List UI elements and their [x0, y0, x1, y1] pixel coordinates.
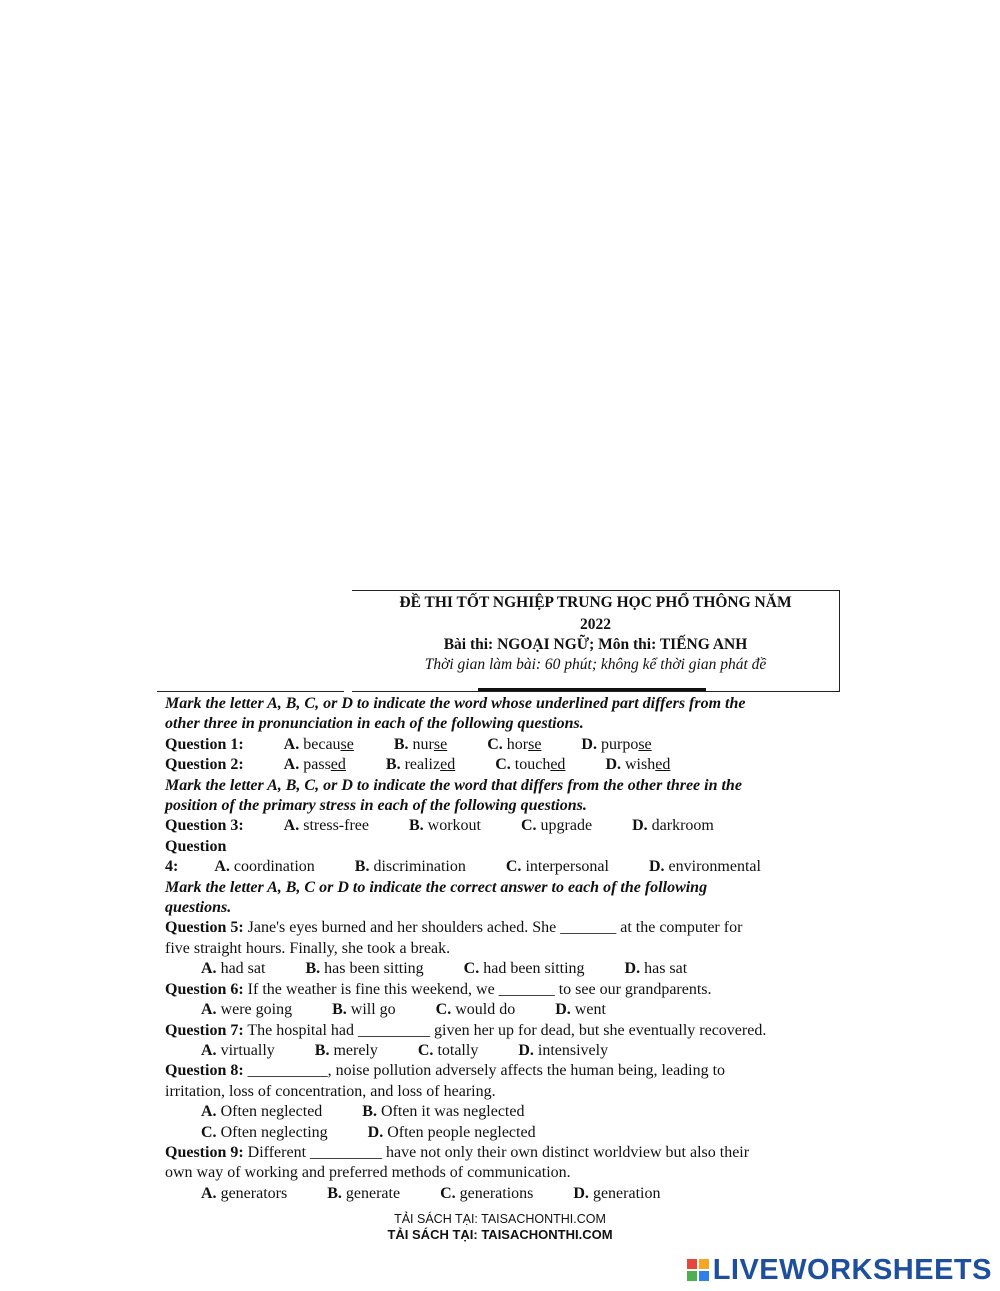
logo-text: LIVEWORKSHEETS	[712, 1253, 992, 1286]
option-c[interactable]: C. horse	[487, 735, 542, 753]
question-label: Question 2:	[165, 756, 244, 774]
option-b[interactable]: B. discrimination	[354, 858, 466, 876]
option-a[interactable]: A. had sat	[201, 960, 266, 978]
exam-header	[352, 590, 840, 692]
option-d[interactable]: D. darkroom	[632, 817, 714, 835]
exam-time: Thời gian làm bài: 60 phút; không kể thời gian phát đề	[424, 656, 767, 673]
option-c[interactable]: C. Often neglecting	[201, 1123, 328, 1141]
option-b[interactable]: B. workout	[408, 817, 481, 835]
option-a[interactable]: A. virtually	[201, 1041, 275, 1059]
option-b[interactable]: B. will go	[332, 1001, 396, 1019]
footer-source-line-bold: TẢI SÁCH TẠI: TAISACHONTHI.COM	[387, 1227, 613, 1242]
option-b[interactable]: B. nurse	[393, 735, 448, 753]
question-label: Question 1:	[165, 735, 244, 753]
question-9-stem: Question 9: Different _________ have not only their own distinct worldview but also their	[165, 1143, 750, 1161]
question-6-stem: Question 6: If the weather is fine this weekend, we _______ to see our grandparents.	[165, 980, 712, 998]
option-a[interactable]: A. stress-free	[283, 817, 369, 835]
instruction-stress-2: position of the primary stress in each of the following questions.	[165, 797, 587, 815]
question-label: Question 3:	[165, 817, 244, 835]
footer-source-line: TẢI SÁCH TẠI: TAISACHONTHI.COM	[394, 1212, 606, 1226]
option-c[interactable]: C. upgrade	[520, 817, 593, 835]
question-label: Question 9:	[165, 1143, 244, 1161]
logo-block	[687, 1259, 697, 1269]
question-label: Question 8:	[165, 1062, 244, 1080]
exam-content	[165, 694, 845, 1204]
instruction-correct-2: questions.	[165, 899, 232, 917]
question-4-options	[165, 857, 845, 877]
question-4	[165, 837, 845, 857]
option-d[interactable]: D. intensively	[518, 1041, 609, 1059]
option-c[interactable]: C. would do	[435, 1001, 516, 1019]
logo-block	[699, 1271, 709, 1281]
question-8-options-row1	[165, 1102, 845, 1122]
option-b[interactable]: B. realized	[385, 756, 456, 774]
option-b[interactable]: B. merely	[314, 1041, 378, 1059]
question-1	[165, 735, 845, 755]
question-3	[165, 816, 845, 836]
option-d[interactable]: D. has sat	[624, 960, 688, 978]
question-label: 4:	[165, 858, 179, 876]
exam-title-line1: ĐỀ THI TỐT NGHIỆP TRUNG HỌC PHỔ THÔNG NĂM	[399, 594, 792, 611]
option-d[interactable]: D. wished	[605, 756, 671, 774]
question-label: Question 7:	[165, 1021, 244, 1039]
option-b[interactable]: B. has been sitting	[305, 960, 424, 978]
instruction-correct-1: Mark the letter A, B, C or D to indicate the correct answer to each of the following	[165, 878, 708, 896]
option-a[interactable]: A. because	[283, 735, 354, 753]
option-a[interactable]: A. Often neglected	[201, 1103, 323, 1121]
question-2	[165, 755, 845, 775]
option-d[interactable]: D. environmental	[648, 858, 761, 876]
option-d[interactable]: D. purpose	[581, 735, 652, 753]
header-underline	[478, 688, 706, 691]
option-a[interactable]: A. coordination	[214, 858, 315, 876]
logo-blocks-icon	[687, 1259, 709, 1281]
liveworksheets-logo[interactable]	[687, 1254, 992, 1286]
left-divider	[157, 691, 344, 692]
exam-title-line2: 2022	[580, 616, 611, 633]
option-c[interactable]: C. touched	[495, 756, 566, 774]
question-8-stem-cont: irritation, loss of concentration, and loss of hearing.	[165, 1082, 496, 1100]
option-d[interactable]: D. Often people neglected	[367, 1123, 536, 1141]
instruction-stress-1: Mark the letter A, B, C, or D to indicate the word that differs from the other three in the	[165, 776, 742, 794]
option-c[interactable]: C. interpersonal	[505, 858, 609, 876]
question-7-stem: Question 7: The hospital had _________ given her up for dead, but she eventually recovered.	[165, 1021, 767, 1039]
question-label: Question 6:	[165, 980, 244, 998]
option-a[interactable]: A. generators	[201, 1184, 288, 1202]
option-d[interactable]: D. generation	[573, 1184, 661, 1202]
question-6-options	[165, 1000, 845, 1020]
question-label: Question 5:	[165, 919, 244, 937]
logo-block	[699, 1259, 709, 1269]
question-9-stem-cont: own way of working and preferred methods of communication.	[165, 1164, 571, 1182]
option-a[interactable]: A. were going	[201, 1001, 293, 1019]
logo-block	[687, 1271, 697, 1281]
option-b[interactable]: B. generate	[327, 1184, 401, 1202]
question-8-stem: Question 8: __________, noise pollution adversely affects the human being, leading to	[165, 1062, 726, 1080]
question-5-stem-cont: five straight hours. Finally, she took a break.	[165, 939, 451, 957]
option-d[interactable]: D. went	[555, 1001, 606, 1019]
exam-subject: Bài thi: NGOẠI NGỮ; Môn thi: TIẾNG ANH	[443, 636, 748, 653]
question-9-options	[165, 1184, 845, 1204]
question-7-options	[165, 1041, 845, 1061]
option-c[interactable]: C. generations	[440, 1184, 534, 1202]
question-5-stem: Question 5: Jane's eyes burned and her shoulders ached. She _______ at the computer for	[165, 919, 743, 937]
option-c[interactable]: C. totally	[417, 1041, 479, 1059]
option-b[interactable]: B. Often it was neglected	[362, 1103, 525, 1121]
instruction-pronunciation-1: Mark the letter A, B, C, or D to indicate the word whose underlined part differs from the	[165, 695, 746, 712]
question-8-options-row2	[165, 1123, 845, 1143]
option-c[interactable]: C. had been sitting	[463, 960, 585, 978]
option-a[interactable]: A. passed	[283, 756, 346, 774]
instruction-pronunciation-2: other three in pronunciation in each of the following questions.	[165, 715, 584, 733]
question-5-options	[165, 959, 845, 979]
question-label: Question	[165, 837, 227, 855]
